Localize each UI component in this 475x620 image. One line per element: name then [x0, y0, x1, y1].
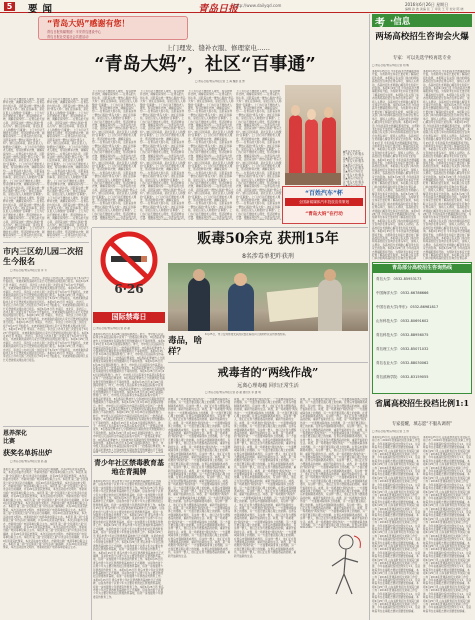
- kindergarten-byline: □ 青岛日报/青岛早报记者 李 芳: [10, 269, 47, 272]
- drug-question: 毒品，啥样？: [168, 336, 203, 357]
- kindergarten-headline: 市内三区幼儿园二次招生今报名: [3, 246, 83, 266]
- detox-subhead: 远离心理毒瘾 回归正常生活: [237, 383, 299, 389]
- drug-day-date: 6·26: [114, 282, 144, 296]
- divider: [3, 242, 89, 243]
- main-story-left-body-2: 上门为行动不便的老人理发，帮邻居修补衣物，调解家庭纠纷……在青岛的大街小巷，活跃着这样一群热心肠的“青岛大妈”。她们走街串巷，是社区里人人称赞的“百事通”。上门为行动不便的老人理发，帮邻居修补衣物，调解家庭纠纷……在青岛的大街小巷，活跃着这样一群热心肠的“青岛大妈”。她们走街串巷，是社区里人人称赞的“百事通”。上门为行动不便的老人理发，帮邻居修补衣物，调解家庭纠纷……在青岛的大街小巷，活跃着这样一群热心肠的“青岛大妈”。她们走街串巷，是社区里人人称赞的“百事通”。上门为行动不便的老人理发，帮邻居修补衣物，调解家庭纠纷……在青岛的大街小巷，活跃着这样一群热心肠的“青岛大妈”。她们走街串巷，是社区里人人称赞的“百事通”。上门为行动不便的老人理发，帮邻居修补衣物，调解家庭纠纷……在青岛的大街小巷，活跃着这样一群热心肠的“青岛大妈”。她们走街串巷，是社区里人人称赞的“百事通”。上门为行动不便的老人理发，帮邻居修补衣物，调解家庭纠纷……在青岛的大街小巷，活跃着这样一群热心肠的“青岛大妈”。她们走街串巷，是社区里人人称赞的“百事通”。上门为行动不便的老人理发，帮邻居修补衣物，调解家庭纠纷……在青岛的大街小巷，活跃着这样一群热心肠的“青岛大妈”。她们走街串巷，是社区里人人称赞的“百事通”。上门为行动不便的老人理发，帮邻居修补衣物，调解家庭纠纷……在青岛的大街小巷，活跃着这样一群热心肠的“青岛大妈”。她们走街串巷，是社区里人人称赞的“百事通”。上门为行动不便的老人理发，帮邻居修补衣物，调解家庭纠纷……在青岛的大街小巷，: [47, 98, 89, 238]
- hotline-row: 青岛科技大学：0532-88956075: [376, 333, 429, 337]
- ratio-body-2: 本报6月25日讯 山东省教育招生考试院日前公布了2016年普通高校招生录取工作安排，今年省属高校投档比例实行1:1，这意味着考生在填报志愿时需要更加慎重。本报6月25日讯 山东省教育招生考试院日前公布了2016年普通高校招生录取工作安排，今年省属高校投档比例实行1:1，这意味着考生在填报志愿时需要更加慎重。本报6月25日讯 山东省教育招生考试院日前公布了2016年普通高校招生录取工作安排，今年省属高校投档比例实行1:1，这意味着考生在填报志愿时需要更加慎重。本报6月25日讯 山东省教育招生考试院日前公布了2016年普通高校招生录取工作安排，今年省属高校投档比例实行1:1，这意味着考生在填报志愿时需要更加慎重。本报6月25日讯 山东省教育招生考试院日前公布了2016年普通高校招生录取工作安排，今年省属高校投档比例实行1:1，这意味着考生在填报志愿时需要更加慎重。本报6月25日讯 山东省教育招生考试院日前公布了2016年普通高校招生录取工作安排，今年省属高校投档比例实行1:1，这意味着考生在填报志愿时需要更加慎重。本报6月25日讯 山东省教育招生考试院日前公布了2016年普通高校招生录取工作安排，今年省属高校投档比例实行1:1，这意味着考生在填报志愿时需要更加慎重。本报6月25日讯 山东省教育招生考试院日前公布了2016年普通高校招生录取工作安排，今年省属高校投档比例实行1:1，这意味着考生在填报志愿时需要更加慎重。本报6月25日讯 山东省教育招生考试院日前公布了2016年普通高校招生录取工作安排，今年省属高校投档比例实行1:1，这意味着考生在填报志愿时需要更加慎重。本报6月25日讯 山东省教育招生考试院日前公布了2016年普通高校招生录取工作安排，今年省属高校投档比例实行1:1，这意味着考生在填报志愿时需要更加慎重。本报6月25日讯 山东省教育招生考试院日前公布了2016年普通高校招生录取工作安排，今年省属高校投档比例实行1:1，这意味着考生在填报志愿时需要更加慎重。本报6月25日讯 山东省教育招生考试院日前公布了2016年普通高校招生录取工作安排，今年省属高校投档比例实行1:1，这意味着考生在填报志愿时需要更加慎重。本报6月25日讯 山东省教育招生考试院日前公布了2016年普通高校招生录取工作安排，今年省属高校投档比例实行1:1，这意味着考生在填报志愿时需要更加慎重。: [423, 436, 472, 613]
- section-rule: [93, 455, 165, 456]
- detox-body-3: 戒毒，是一场艰难的“两线作战”：一方面要戒除身体上的毒瘾，另一方面还要克服心理上的依赖。在青岛市强制隔离戒毒所，有这样一群人，他们正在努力摆脱毒品的控制，重新开始新的生活。戒毒，是一场艰难的“两线作战”：一方面要戒除身体上的毒瘾，另一方面还要克服心理上的依赖。在青岛市强制隔离戒毒所，有这样一群人，他们正在努力摆脱毒品的控制，重新开始新的生活。戒毒，是一场艰难的“两线作战”：一方面要戒除身体上的毒瘾，另一方面还要克服心理上的依赖。在青岛市强制隔离戒毒所，有这样一群人，他们正在努力摆脱毒品的控制，重新开始新的生活。戒毒，是一场艰难的“两线作战”：一方面要戒除身体上的毒瘾，另一方面还要克服心理上的依赖。在青岛市强制隔离戒毒所，有这样一群人，他们正在努力摆脱毒品的控制，重新开始新的生活。戒毒，是一场艰难的“两线作战”：一方面要戒除身体上的毒瘾，另一方面还要克服心理上的依赖。在青岛市强制隔离戒毒所，有这样一群人，他们正在努力摆脱毒品的控制，重新开始新的生活。戒毒，是一场艰难的“两线作战”：一方面要戒除身体上的毒瘾，另一方面还要克服心理上的依赖。在青岛市强制隔离戒毒所，有这样一群人，他们正在努力摆脱毒品的控制，重新开始新的生活。戒毒，是一场艰难的“两线作战”：一方面要戒除身体上的毒瘾，另一方面还要克服心理上的依赖。在青岛市强制隔离戒毒所，有这样一群人，他们正在努力摆脱毒品的控制，重新开始新的生活。戒毒，是一场艰难的“两线作战”：一方面要戒除身体上的毒瘾，另一方面还要克服心理上的依赖。在青岛市强制隔离戒毒所，有这样一群人，他们正在努力摆脱毒品的控制，重新开始新的生活。戒毒，是一场艰难的“两线作战”：一方面要戒除身体上的毒瘾，另一方面还要克服心理上的依赖。在青岛市强制隔离戒毒所，有这样一群人，他们正在努力摆脱毒品的控制，重新开始新的生活。戒毒，是一场艰难的“两线作战”：一方面要戒除身体上的毒瘾，另一方面还要克服心理上的依赖。在青岛市强制隔离戒毒所，有这样一群人，他们正在努力摆脱毒品的控制，重新开始新的生活。戒毒，是一场艰难的“两线作战”：一方面要戒除身体上的毒瘾，另一方面还要克服心理上的依赖。在青岛市强制隔离戒毒所，有这样一群人，他们正在努力摆脱毒品的控制，重新开始新的生活。戒毒，是一场艰难的“两线作战”：一方面要戒除身体上的毒瘾，另一方面还要克服心理上的依赖。在青岛市强制: [300, 398, 368, 528]
- section-rule: [168, 362, 368, 363]
- hotline-box: [372, 262, 472, 394]
- main-body-col-4: 上门为行动不便的老人理发，帮邻居修补衣物，调解家庭纠纷……在青岛的大街小巷，活跃着这样一群热心肠的“青岛大妈”。她们走街串巷，是社区里人人称赞的“百事通”。上门为行动不便的老人理发，帮邻居修补衣物，调解家庭纠纷……在青岛的大街小巷，活跃着这样一群热心肠的“青岛大妈”。她们走街串巷，是社区里人人称赞的“百事通”。上门为行动不便的老人理发，帮邻居修补衣物，调解家庭纠纷……在青岛的大街小巷，活跃着这样一群热心肠的“青岛大妈”。她们走街串巷，是社区里人人称赞的“百事通”。上门为行动不便的老人理发，帮邻居修补衣物，调解家庭纠纷……在青岛的大街小巷，活跃着这样一群热心肠的“青岛大妈”。她们走街串巷，是社区里人人称赞的“百事通”。上门为行动不便的老人理发，帮邻居修补衣物，调解家庭纠纷……在青岛的大街小巷，活跃着这样一群热心肠的“青岛大妈”。她们走街串巷，是社区里人人称赞的“百事通”。上门为行动不便的老人理发，帮邻居修补衣物，调解家庭纠纷……在青岛的大街小巷，活跃着这样一群热心肠的“青岛大妈”。她们走街串巷，是社区里人人称赞的“百事通”。上门为行动不便的老人理发，帮邻居修补衣物，调解家庭纠纷……在青岛的大街小巷，活跃着这样一群热心肠的“青岛大妈”。她们走街串巷，是社区里人人称赞的“百事通”。上门为行动不便的老人理发，帮邻居修补衣物，调解家庭纠纷……在青岛的大街小巷，活跃着这样一群热心肠的“青岛大妈”。她们走街串巷，是社区里人人称赞的“百事通”。上门为行动不便的老人理发，帮邻居修补衣物，调解家庭纠纷……在青岛的大街: [236, 90, 282, 220]
- police-photo: [168, 263, 368, 331]
- newspaper-logo: 青岛日报: [198, 4, 238, 15]
- kao-char: 考: [375, 18, 385, 29]
- banner-title: “青岛大妈”感谢有您！: [47, 19, 130, 28]
- fair-body-1: 本报6月25日讯 今年的高考志愿填报即将开始，为帮助考生和家长更好地了解高校招生政策，本报联合有关部门举办的两场高校招生咨询会在青岛举行，现场人头攒动，各高校招生老师耐心解答考生和家长的咨询。本报6月25日讯 今年的高考志愿填报即将开始，为帮助考生和家长更好地了解高校招生政策，本报联合有关部门举办的两场高校招生咨询会在青岛举行，现场人头攒动，各高校招生老师耐心解答考生和家长的咨询。本报6月25日讯 今年的高考志愿填报即将开始，为帮助考生和家长更好地了解高校招生政策，本报联合有关部门举办的两场高校招生咨询会在青岛举行，现场人头攒动，各高校招生老师耐心解答考生和家长的咨询。本报6月25日讯 今年的高考志愿填报即将开始，为帮助考生和家长更好地了解高校招生政策，本报联合有关部门举办的两场高校招生咨询会在青岛举行，现场人头攒动，各高校招生老师耐心解答考生和家长的咨询。本报6月25日讯 今年的高考志愿填报即将开始，为帮助考生和家长更好地了解高校招生政策，本报联合有关部门举办的两场高校招生咨询会在青岛举行，现场人头攒动，各高校招生老师耐心解答考生和家长的咨询。本报6月25日讯 今年的高考志愿填报即将开始，为帮助考生和家长更好地了解高校招生政策，本报联合有关部门举办的两场高校招生咨询会在青岛举行，现场人头攒动，各高校招生老师耐心解答考生和家长的咨询。本报6月25日讯 今年的高考志愿填报即将开始，为帮助考生和家长更好地了解高校招生政策，本报联合有关部门举办的两场高校招生咨询会在青岛举行，现场人头攒动，各高校招生老师耐心解答考生和家长的咨询。本报6月25日讯 今年的高考志愿填报即将开始，为帮助考生和家长更好地了解高校招生政策，本报联合有关部门举办的两场高校招生咨询会在青岛举行，现场人头攒动，各高校招生老师耐心解答考生和家长的咨询。本报6月25日讯 今年的高考志愿填报即将开始，为帮助考生和家长更好地了解高校招生政策，本报联合有关部门举办的两场高校招生咨询会在青岛举行，现场人头攒动，各高校招生老师耐心解答考生和家长的咨询。本报6月25日讯 今年的高考志愿填报即将开始，为帮助考生和家长更好地了解高校招生政策，本报联合有关部门举办的两场高校招生咨询会在青岛举行，现场人头攒动，各高校招生老师耐心解答考生和家长的咨询。本报6月25日讯 今年的高考志愿填报即将开始，为帮助考生和家长更好地了解高校招生政策，本报联合有关部门举办的两场高校招生咨询会在青岛举: [372, 70, 421, 260]
- volunteers-photo: [285, 85, 341, 185]
- edition-credits: 编辑 孙 波 美编 张 丁 审读 王 芳 校对 陈 晓: [405, 7, 464, 11]
- detox-body-1: 戒毒，是一场艰难的“两线作战”：一方面要戒除身体上的毒瘾，另一方面还要克服心理上的依赖。在青岛市强制隔离戒毒所，有这样一群人，他们正在努力摆脱毒品的控制，重新开始新的生活。戒毒，是一场艰难的“两线作战”：一方面要戒除身体上的毒瘾，另一方面还要克服心理上的依赖。在青岛市强制隔离戒毒所，有这样一群人，他们正在努力摆脱毒品的控制，重新开始新的生活。戒毒，是一场艰难的“两线作战”：一方面要戒除身体上的毒瘾，另一方面还要克服心理上的依赖。在青岛市强制隔离戒毒所，有这样一群人，他们正在努力摆脱毒品的控制，重新开始新的生活。戒毒，是一场艰难的“两线作战”：一方面要戒除身体上的毒瘾，另一方面还要克服心理上的依赖。在青岛市强制隔离戒毒所，有这样一群人，他们正在努力摆脱毒品的控制，重新开始新的生活。戒毒，是一场艰难的“两线作战”：一方面要戒除身体上的毒瘾，另一方面还要克服心理上的依赖。在青岛市强制隔离戒毒所，有这样一群人，他们正在努力摆脱毒品的控制，重新开始新的生活。戒毒，是一场艰难的“两线作战”：一方面要戒除身体上的毒瘾，另一方面还要克服心理上的依赖。在青岛市强制隔离戒毒所，有这样一群人，他们正在努力摆脱毒品的控制，重新开始新的生活。戒毒，是一场艰难的“两线作战”：一方面要戒除身体上的毒瘾，另一方面还要克服心理上的依赖。在青岛市强制隔离戒毒所，有这样一群人，他们正在努力摆脱毒品的控制，重新开始新的生活。戒毒，是一场艰难的“两线作战”：一方面要戒除身体上的毒瘾，另一方面还要克服心理上的依赖。在青岛市强制隔离戒毒所，有这样一群人，他们正在努力摆脱毒品的控制，重新开始新的生活。戒毒，是一场艰难的“两线作战”：一方面要戒除身体上的毒瘾，另一方面还要克服心理上的依赖。在青岛市强制隔离戒毒所，有这样一群人，他们正在努力摆脱毒品的控制，重新开始新的生活。戒毒，是一场艰难的“两线作战”：一方面要戒除身体上的毒瘾，另一方面还要克服心理上的依赖。在青岛市强制隔离戒毒所，有这样一群人，他们正在努力摆脱毒品的控制，重新开始新的生活。戒毒，是一场艰难的“两线作战”：一方面要戒除身体上的毒瘾，另一方面还要克服心理上的依赖。在青岛市强制隔离戒毒所，有这样一群人，他们正在努力摆脱毒品的控制，重新开始新的生活。戒毒，是一场艰难的“两线作战”：一方面要戒除身体上的毒瘾，另一方面还要克服心理上的依赖。在青岛市强制隔离戒毒所，有这样一群人，他们正在努力摆脱毒品的控制，重新开始新的生活。戒毒，是一场艰难的“两线作战”：一方面要戒除身体上的毒瘾，另一方面还要克服心理上的依赖。在青岛市强制隔离戒毒所，有这样一群人，他们正在努力摆脱毒品的控制，重新开始新的生活。: [168, 398, 232, 558]
- detox-illustration: [318, 528, 368, 598]
- police-caption: 6月25日，市公安局禁毒支队的民警在海泊河公园向市民宣传禁毒知识。: [205, 333, 288, 336]
- ratio-body-1: 本报6月25日讯 山东省教育招生考试院日前公布了2016年普通高校招生录取工作安排，今年省属高校投档比例实行1:1，这意味着考生在填报志愿时需要更加慎重。本报6月25日讯 山东省教育招生考试院日前公布了2016年普通高校招生录取工作安排，今年省属高校投档比例实行1:1，这意味着考生在填报志愿时需要更加慎重。本报6月25日讯 山东省教育招生考试院日前公布了2016年普通高校招生录取工作安排，今年省属高校投档比例实行1:1，这意味着考生在填报志愿时需要更加慎重。本报6月25日讯 山东省教育招生考试院日前公布了2016年普通高校招生录取工作安排，今年省属高校投档比例实行1:1，这意味着考生在填报志愿时需要更加慎重。本报6月25日讯 山东省教育招生考试院日前公布了2016年普通高校招生录取工作安排，今年省属高校投档比例实行1:1，这意味着考生在填报志愿时需要更加慎重。本报6月25日讯 山东省教育招生考试院日前公布了2016年普通高校招生录取工作安排，今年省属高校投档比例实行1:1，这意味着考生在填报志愿时需要更加慎重。本报6月25日讯 山东省教育招生考试院日前公布了2016年普通高校招生录取工作安排，今年省属高校投档比例实行1:1，这意味着考生在填报志愿时需要更加慎重。本报6月25日讯 山东省教育招生考试院日前公布了2016年普通高校招生录取工作安排，今年省属高校投档比例实行1:1，这意味着考生在填报志愿时需要更加慎重。本报6月25日讯 山东省教育招生考试院日前公布了2016年普通高校招生录取工作安排，今年省属高校投档比例实行1:1，这意味着考生在填报志愿时需要更加慎重。本报6月25日讯 山东省教育招生考试院日前公布了2016年普通高校招生录取工作安排，今年省属高校投档比例实行1:1，这意味着考生在填报志愿时需要更加慎重。本报6月25日讯 山东省教育招生考试院日前公布了2016年普通高校招生录取工作安排，今年省属高校投档比例实行1:1，这意味着考生在填报志愿时需要更加慎重。本报6月25日讯 山东省教育招生考试院日前公布了2016年普通高校招生录取工作安排，今年省属高校投档比例实行1:1，这意味着考生在填报志愿时需要更加慎重。本报6月25日讯 山东省教育招生考试院日前公布了2016年普通高校招生录取工作安排，今年省属高校投档比例实行1:1，这意味着考生在填报志愿时需要更加慎重。: [372, 436, 421, 613]
- main-story-left-body: 上门为行动不便的老人理发，帮邻居修补衣物，调解家庭纠纷……在青岛的大街小巷，活跃着这样一群热心肠的“青岛大妈”。她们走街串巷，是社区里人人称赞的“百事通”。上门为行动不便的老人理发，帮邻居修补衣物，调解家庭纠纷……在青岛的大街小巷，活跃着这样一群热心肠的“青岛大妈”。她们走街串巷，是社区里人人称赞的“百事通”。上门为行动不便的老人理发，帮邻居修补衣物，调解家庭纠纷……在青岛的大街小巷，活跃着这样一群热心肠的“青岛大妈”。她们走街串巷，是社区里人人称赞的“百事通”。上门为行动不便的老人理发，帮邻居修补衣物，调解家庭纠纷……在青岛的大街小巷，活跃着这样一群热心肠的“青岛大妈”。她们走街串巷，是社区里人人称赞的“百事通”。上门为行动不便的老人理发，帮邻居修补衣物，调解家庭纠纷……在青岛的大街小巷，活跃着这样一群热心肠的“青岛大妈”。她们走街串巷，是社区里人人称赞的“百事通”。上门为行动不便的老人理发，帮邻居修补衣物，调解家庭纠纷……在青岛的大街小巷，活跃着这样一群热心肠的“青岛大妈”。她们走街串巷，是社区里人人称赞的“百事通”。上门为行动不便的老人理发，帮邻居修补衣物，调解家庭纠纷……在青岛的大街小巷，活跃着这样一群热心肠的“青岛大妈”。她们走街串巷，是社区里人人称赞的“百事通”。上门为行动不便的老人理发，帮邻居修补衣物，调解家庭纠纷……在青岛的大街小巷，活跃着这样一群热心肠的“青岛大妈”。她们走街串巷，是社区里人人称赞的“百事通”。上门为行动不便的老人理发，帮邻居修补衣物，调解家庭纠纷……在青岛的大街小巷，: [3, 98, 45, 238]
- drug-byline: □ 青岛日报/青岛早报记者 孙 超: [93, 327, 130, 330]
- photo-caption: ▲青岛大妈在社区“青岛大妈”服务站▲青岛大妈在社区“青岛大妈”服务站▲青岛大妈在社区“青岛大妈”服务站▲青岛大妈在社区“青岛大妈”服务站▲青岛大妈在社区“青岛大妈”服务: [343, 150, 364, 184]
- drug-day-label: 国际禁毒日: [93, 312, 165, 323]
- promo-title: “百姓汽车”杯: [305, 190, 343, 197]
- main-byline: □ 青岛日报/青岛早报记者 王 海 摄影 张 勇: [195, 80, 245, 83]
- main-body-col-2: 上门为行动不便的老人理发，帮邻居修补衣物，调解家庭纠纷……在青岛的大街小巷，活跃着这样一群热心肠的“青岛大妈”。她们走街串巷，是社区里人人称赞的“百事通”。上门为行动不便的老人理发，帮邻居修补衣物，调解家庭纠纷……在青岛的大街小巷，活跃着这样一群热心肠的“青岛大妈”。她们走街串巷，是社区里人人称赞的“百事通”。上门为行动不便的老人理发，帮邻居修补衣物，调解家庭纠纷……在青岛的大街小巷，活跃着这样一群热心肠的“青岛大妈”。她们走街串巷，是社区里人人称赞的“百事通”。上门为行动不便的老人理发，帮邻居修补衣物，调解家庭纠纷……在青岛的大街小巷，活跃着这样一群热心肠的“青岛大妈”。她们走街串巷，是社区里人人称赞的“百事通”。上门为行动不便的老人理发，帮邻居修补衣物，调解家庭纠纷……在青岛的大街小巷，活跃着这样一群热心肠的“青岛大妈”。她们走街串巷，是社区里人人称赞的“百事通”。上门为行动不便的老人理发，帮邻居修补衣物，调解家庭纠纷……在青岛的大街小巷，活跃着这样一群热心肠的“青岛大妈”。她们走街串巷，是社区里人人称赞的“百事通”。上门为行动不便的老人理发，帮邻居修补衣物，调解家庭纠纷……在青岛的大街小巷，活跃着这样一群热心肠的“青岛大妈”。她们走街串巷，是社区里人人称赞的“百事通”。上门为行动不便的老人理发，帮邻居修补衣物，调解家庭纠纷……在青岛的大街小巷，活跃着这样一群热心肠的“青岛大妈”。她们走街串巷，是社区里人人称赞的“百事通”。上门为行动不便的老人理发，帮邻居修补衣物，调解家庭纠纷……在青岛的大街: [140, 90, 186, 220]
- main-body-col-3: 上门为行动不便的老人理发，帮邻居修补衣物，调解家庭纠纷……在青岛的大街小巷，活跃着这样一群热心肠的“青岛大妈”。她们走街串巷，是社区里人人称赞的“百事通”。上门为行动不便的老人理发，帮邻居修补衣物，调解家庭纠纷……在青岛的大街小巷，活跃着这样一群热心肠的“青岛大妈”。她们走街串巷，是社区里人人称赞的“百事通”。上门为行动不便的老人理发，帮邻居修补衣物，调解家庭纠纷……在青岛的大街小巷，活跃着这样一群热心肠的“青岛大妈”。她们走街串巷，是社区里人人称赞的“百事通”。上门为行动不便的老人理发，帮邻居修补衣物，调解家庭纠纷……在青岛的大街小巷，活跃着这样一群热心肠的“青岛大妈”。她们走街串巷，是社区里人人称赞的“百事通”。上门为行动不便的老人理发，帮邻居修补衣物，调解家庭纠纷……在青岛的大街小巷，活跃着这样一群热心肠的“青岛大妈”。她们走街串巷，是社区里人人称赞的“百事通”。上门为行动不便的老人理发，帮邻居修补衣物，调解家庭纠纷……在青岛的大街小巷，活跃着这样一群热心肠的“青岛大妈”。她们走街串巷，是社区里人人称赞的“百事通”。上门为行动不便的老人理发，帮邻居修补衣物，调解家庭纠纷……在青岛的大街小巷，活跃着这样一群热心肠的“青岛大妈”。她们走街串巷，是社区里人人称赞的“百事通”。上门为行动不便的老人理发，帮邻居修补衣物，调解家庭纠纷……在青岛的大街小巷，活跃着这样一群热心肠的“青岛大妈”。她们走街串巷，是社区里人人称赞的“百事通”。上门为行动不便的老人理发，帮邻居修补衣物，调解家庭纠纷……在青岛的大街: [188, 90, 234, 220]
- fair-byline: □ 青岛日报/青岛早报记者 刘 畅: [372, 64, 409, 67]
- promo-box: [282, 186, 366, 224]
- hotline-row: 山东科技大学：0532-80691602: [376, 319, 429, 323]
- no-drugs-logo: [93, 230, 165, 314]
- hotline-title: 青岛部分高校招生咨询热线: [373, 264, 471, 273]
- figure-sketch-icon: [318, 528, 368, 598]
- ratio-byline: □ 青岛日报/青岛早报记者 王 伟: [372, 430, 409, 433]
- main-kicker: 上门理发、缝补衣服、修理家电……: [166, 44, 270, 52]
- main-headline: “青岛大妈”，社区“百事通”: [94, 54, 316, 75]
- detox-headline: 戒毒者的“两线作战”: [217, 366, 319, 379]
- page-number: 5: [4, 2, 15, 11]
- ratio-subhead: 专家提醒，填志愿“不服从调剂”: [391, 422, 453, 427]
- issue-date: 2016年6月26日 星期日: [405, 2, 449, 7]
- reading-headline: 恩养深化 比赛: [3, 430, 28, 445]
- page-header: [0, 0, 475, 13]
- section-rule: [92, 227, 368, 228]
- detox-byline: □ 青岛日报/青岛早报记者 孙 超 通讯员 李 建 明: [205, 391, 261, 394]
- fair-headline: 两场高校招生咨询会火爆: [375, 32, 469, 42]
- fair-body-2: 本报6月25日讯 今年的高考志愿填报即将开始，为帮助考生和家长更好地了解高校招生政策，本报联合有关部门举办的两场高校招生咨询会在青岛举行，现场人头攒动，各高校招生老师耐心解答考生和家长的咨询。本报6月25日讯 今年的高考志愿填报即将开始，为帮助考生和家长更好地了解高校招生政策，本报联合有关部门举办的两场高校招生咨询会在青岛举行，现场人头攒动，各高校招生老师耐心解答考生和家长的咨询。本报6月25日讯 今年的高考志愿填报即将开始，为帮助考生和家长更好地了解高校招生政策，本报联合有关部门举办的两场高校招生咨询会在青岛举行，现场人头攒动，各高校招生老师耐心解答考生和家长的咨询。本报6月25日讯 今年的高考志愿填报即将开始，为帮助考生和家长更好地了解高校招生政策，本报联合有关部门举办的两场高校招生咨询会在青岛举行，现场人头攒动，各高校招生老师耐心解答考生和家长的咨询。本报6月25日讯 今年的高考志愿填报即将开始，为帮助考生和家长更好地了解高校招生政策，本报联合有关部门举办的两场高校招生咨询会在青岛举行，现场人头攒动，各高校招生老师耐心解答考生和家长的咨询。本报6月25日讯 今年的高考志愿填报即将开始，为帮助考生和家长更好地了解高校招生政策，本报联合有关部门举办的两场高校招生咨询会在青岛举行，现场人头攒动，各高校招生老师耐心解答考生和家长的咨询。本报6月25日讯 今年的高考志愿填报即将开始，为帮助考生和家长更好地了解高校招生政策，本报联合有关部门举办的两场高校招生咨询会在青岛举行，现场人头攒动，各高校招生老师耐心解答考生和家长的咨询。本报6月25日讯 今年的高考志愿填报即将开始，为帮助考生和家长更好地了解高校招生政策，本报联合有关部门举办的两场高校招生咨询会在青岛举行，现场人头攒动，各高校招生老师耐心解答考生和家长的咨询。本报6月25日讯 今年的高考志愿填报即将开始，为帮助考生和家长更好地了解高校招生政策，本报联合有关部门举办的两场高校招生咨询会在青岛举行，现场人头攒动，各高校招生老师耐心解答考生和家长的咨询。本报6月25日讯 今年的高考志愿填报即将开始，为帮助考生和家长更好地了解高校招生政策，本报联合有关部门举办的两场高校招生咨询会在青岛举行，现场人头攒动，各高校招生老师耐心解答考生和家长的咨询。本报6月25日讯 今年的高考志愿填报即将开始，为帮助考生和家长更好地了解高校招生政策，本报联合有关部门举办的两场高校招生咨询会在青岛举: [423, 70, 472, 260]
- thanks-banner: [38, 16, 188, 40]
- hotline-row: 青岛理工大学：0532-85071032: [376, 347, 429, 351]
- hotline-row: 中国海洋大学：0532-66786666: [376, 291, 429, 295]
- column-rule: [91, 228, 92, 620]
- hotline-row: 青岛大学：0532-85953173: [376, 277, 422, 281]
- site-url: http://www.dailyqd.com: [234, 3, 282, 8]
- banner-subtitle-2: 青岛日报社党委社会共建活动: [47, 35, 89, 39]
- hotline-row: 青岛农业大学：0532-88030062: [376, 361, 429, 365]
- detox-body-2: 戒毒，是一场艰难的“两线作战”：一方面要戒除身体上的毒瘾，另一方面还要克服心理上的依赖。在青岛市强制隔离戒毒所，有这样一群人，他们正在努力摆脱毒品的控制，重新开始新的生活。戒毒，是一场艰难的“两线作战”：一方面要戒除身体上的毒瘾，另一方面还要克服心理上的依赖。在青岛市强制隔离戒毒所，有这样一群人，他们正在努力摆脱毒品的控制，重新开始新的生活。戒毒，是一场艰难的“两线作战”：一方面要戒除身体上的毒瘾，另一方面还要克服心理上的依赖。在青岛市强制隔离戒毒所，有这样一群人，他们正在努力摆脱毒品的控制，重新开始新的生活。戒毒，是一场艰难的“两线作战”：一方面要戒除身体上的毒瘾，另一方面还要克服心理上的依赖。在青岛市强制隔离戒毒所，有这样一群人，他们正在努力摆脱毒品的控制，重新开始新的生活。戒毒，是一场艰难的“两线作战”：一方面要戒除身体上的毒瘾，另一方面还要克服心理上的依赖。在青岛市强制隔离戒毒所，有这样一群人，他们正在努力摆脱毒品的控制，重新开始新的生活。戒毒，是一场艰难的“两线作战”：一方面要戒除身体上的毒瘾，另一方面还要克服心理上的依赖。在青岛市强制隔离戒毒所，有这样一群人，他们正在努力摆脱毒品的控制，重新开始新的生活。戒毒，是一场艰难的“两线作战”：一方面要戒除身体上的毒瘾，另一方面还要克服心理上的依赖。在青岛市强制隔离戒毒所，有这样一群人，他们正在努力摆脱毒品的控制，重新开始新的生活。戒毒，是一场艰难的“两线作战”：一方面要戒除身体上的毒瘾，另一方面还要克服心理上的依赖。在青岛市强制隔离戒毒所，有这样一群人，他们正在努力摆脱毒品的控制，重新开始新的生活。戒毒，是一场艰难的“两线作战”：一方面要戒除身体上的毒瘾，另一方面还要克服心理上的依赖。在青岛市强制隔离戒毒所，有这样一群人，他们正在努力摆脱毒品的控制，重新开始新的生活。戒毒，是一场艰难的“两线作战”：一方面要戒除身体上的毒瘾，另一方面还要克服心理上的依赖。在青岛市强制隔离戒毒所，有这样一群人，他们正在努力摆脱毒品的控制，重新开始新的生活。戒毒，是一场艰难的“两线作战”：一方面要戒除身体上的毒瘾，另一方面还要克服心理上的依赖。在青岛市强制隔离戒毒所，有这样一群人，他们正在努力摆脱毒品的控制，重新开始新的生活。戒毒，是一场艰难的“两线作战”：一方面要戒除身体上的毒瘾，另一方面还要克服心理上的依赖。在青岛市强制隔离戒毒所，有这样一群人，他们正在努力摆脱毒品的控制，重新开始新的生活。戒毒，是一场艰难的“两线作战”：一方面要戒除身体上的毒瘾，另一方面还要克服心理上的依赖。在青岛市强制隔离戒毒所，有这样一群人，他们正在努力摆脱毒品的控制，重新开始新的生活。: [234, 398, 298, 558]
- reading-body: 本报讯 第二届“全民阅读之星”评选活动日前揭晓，共有20名读者获此殊荣，本次活动由市文明办、市新闻出版广电局等单位联合主办。本报讯 第二届“全民阅读之星”评选活动日前揭晓，共有20名读者获此殊荣，本次活动由市文明办、市新闻出版广电局等单位联合主办。本报讯 第二届“全民阅读之星”评选活动日前揭晓，共有20名读者获此殊荣，本次活动由市文明办、市新闻出版广电局等单位联合主办。本报讯 第二届“全民阅读之星”评选活动日前揭晓，共有20名读者获此殊荣，本次活动由市文明办、市新闻出版广电局等单位联合主办。本报讯 第二届“全民阅读之星”评选活动日前揭晓，共有20名读者获此殊荣，本次活动由市文明办、市新闻出版广电局等单位联合主办。本报讯 第二届“全民阅读之星”评选活动日前揭晓，共有20名读者获此殊荣，本次活动由市文明办、市新闻出版广电局等单位联合主办。本报讯 第二届“全民阅读之星”评选活动日前揭晓，共有20名读者获此殊荣，本次活动由市文明办、市新闻出版广电局等单位联合主办。本报讯 第二届“全民阅读之星”评选活动日前揭晓，共有20名读者获此殊荣，本次活动由市文明办、市新闻出版广电局等单位联合主办。本报讯 第二届“全民阅读之星”评选活动日前揭晓，共有20名读者获此殊荣，本次活动由市文明办、市新闻出版广电局等单位联合主办。本报讯 第二届“全民阅读之星”评选活动日前揭晓，共有20名读者获此殊荣，本次活动由市文明办、市新闻出版广电局等单位联合主办。本报讯 第二届“全民阅读之星”评选活动日前揭晓，共有20名读者获此殊荣，本次活动由市文明办、市新闻出版广电局等单位联合主办。本报讯 第二届“全民阅读之星”评选活动日前揭晓，共有20名读者获此殊荣，本次活动由市文明办、市新闻出版广电局等单位联合主办。本报讯 第二届“全民阅读之星”评选活动日前揭晓，共有20名读者获此殊荣，本次活动由市文明办、市新闻出版广电局等单位联合主办。: [3, 468, 89, 550]
- section-name: 要闻: [28, 4, 58, 15]
- promo-sub: 全国新闻媒体汽车投放宣传策划: [285, 198, 363, 206]
- youth-body: 本报6月25日讯 青岛市青少年社区禁毒教育基地昨日正式揭牌，这是我市首个以青少年为主要对象的社区禁毒教育基地，将进一步加强青少年禁毒宣传教育工作。本报6月25日讯 青岛市青少年社区禁毒教育基地昨日正式揭牌，这是我市首个以青少年为主要对象的社区禁毒教育基地，将进一步加强青少年禁毒宣传教育工作。本报6月25日讯 青岛市青少年社区禁毒教育基地昨日正式揭牌，这是我市首个以青少年为主要对象的社区禁毒教育基地，将进一步加强青少年禁毒宣传教育工作。本报6月25日讯 青岛市青少年社区禁毒教育基地昨日正式揭牌，这是我市首个以青少年为主要对象的社区禁毒教育基地，将进一步加强青少年禁毒宣传教育工作。本报6月25日讯 青岛市青少年社区禁毒教育基地昨日正式揭牌，这是我市首个以青少年为主要对象的社区禁毒教育基地，将进一步加强青少年禁毒宣传教育工作。本报6月25日讯 青岛市青少年社区禁毒教育基地昨日正式揭牌，这是我市首个以青少年为主要对象的社区禁毒教育基地，将进一步加强青少年禁毒宣传教育工作。本报6月25日讯 青岛市青少年社区禁毒教育基地昨日正式揭牌，这是我市首个以青少年为主要对象的社区禁毒教育基地，将进一步加强青少年禁毒宣传教育工作。本报6月25日讯 青岛市青少年社区禁毒教育基地昨日正式揭牌，这是我市首个以青少年为主要对象的社区禁毒教育基地，将进一步加强青少年禁毒宣传教育工作。本报6月25日讯 青岛市青少年社区禁毒教育基地昨日正式揭牌，这是我市首个以青少年为主要对象的社区禁毒教育基地，将进一步加强青少年禁毒宣传教育工作。本报6月25日讯 青岛市青少年社区禁毒教育基地昨日正式揭牌，这是我市首个以青少年为主要对象的社区禁毒教育基地，将进一步加强青少年禁毒宣传教育工作。本报6月25日讯 青岛市青少年社区禁毒教育基地昨日正式揭牌，这是我市首个以青少年为主要对象的社区禁毒教育基地，将进一步加强青少年禁毒宣传教育工作。本报6月25日讯 青岛市青少年社区禁毒教育基地昨日正式揭牌，这是我市首个以青少年为主要对象的社区禁毒教育基地，将进一步加强青少年禁毒宣传教育工作。本报6月25日讯 青岛市青少年社区禁毒教育基地昨日正式揭牌，这是我市首个以青少年为主要对象的社区禁毒教育基地，将进一步加强青少年禁毒宣传教育工作。: [93, 480, 165, 599]
- reading-subhead: 获奖名单拆出炉: [3, 448, 52, 457]
- youth-headline: 青少年社区禁毒教育基地在青揭牌: [94, 458, 164, 476]
- kao-label: ·信息: [390, 17, 411, 27]
- divider: [3, 426, 89, 427]
- hotline-row: 中国石油大学(华东)：0532-86981817: [376, 305, 439, 309]
- ratio-headline: 省属高校招生投档比例1:1: [374, 398, 470, 408]
- promo-sub-2: “青岛大妈”在行动: [305, 212, 343, 217]
- column-rule: [369, 14, 370, 620]
- drug-body: 本报6月25日讯 6月26日是国际禁毒日。昨天，市中级人民法院和全市基层法院集中宣判了一批毒品犯罪案件，8名毒品犯罪被告人分别被判处有期徒刑至死刑缓期执行不等的刑罚。本报6月25日讯 6月26日是国际禁毒日。昨天，市中级人民法院和全市基层法院集中宣判了一批毒品犯罪案件，8名毒品犯罪被告人分别被判处有期徒刑至死刑缓期执行不等的刑罚。本报6月25日讯 6月26日是国际禁毒日。昨天，市中级人民法院和全市基层法院集中宣判了一批毒品犯罪案件，8名毒品犯罪被告人分别被判处有期徒刑至死刑缓期执行不等的刑罚。本报6月25日讯 6月26日是国际禁毒日。昨天，市中级人民法院和全市基层法院集中宣判了一批毒品犯罪案件，8名毒品犯罪被告人分别被判处有期徒刑至死刑缓期执行不等的刑罚。本报6月25日讯 6月26日是国际禁毒日。昨天，市中级人民法院和全市基层法院集中宣判了一批毒品犯罪案件，8名毒品犯罪被告人分别被判处有期徒刑至死刑缓期执行不等的刑罚。本报6月25日讯 6月26日是国际禁毒日。昨天，市中级人民法院和全市基层法院集中宣判了一批毒品犯罪案件，8名毒品犯罪被告人分别被判处有期徒刑至死刑缓期执行不等的刑罚。本报6月25日讯 6月26日是国际禁毒日。昨天，市中级人民法院和全市基层法院集中宣判了一批毒品犯罪案件，8名毒品犯罪被告人分别被判处有期徒刑至死刑缓期执行不等的刑罚。本报6月25日讯 6月26日是国际禁毒日。昨天，市中级人民法院和全市基层法院集中宣判了一批毒品犯罪案件，8名毒品犯罪被告人分别被判处有期徒刑至死刑缓期执行不等的刑罚。本报6月25日讯 6月26日是国际禁毒日。昨天，市中级人民法院和全市基层法院集中宣判了一批毒品犯罪案件，8名毒品犯罪被告人分别被判处有期徒刑至死刑缓期执行不等的刑罚。本报6月25日讯 6月26日是国际禁毒日。昨天，市中级人民法院和全市基层法院集中宣判了一批毒品犯罪案件，8名毒品犯罪被告人分别被判处有期徒刑至死刑缓期执行不等的刑罚。本报6月25日讯 6月26日是国际禁毒日。昨天，市中级人民法院和全市基层法院集中宣判了一批毒品犯罪案件，8名毒品犯罪被告人分别被判处有期徒刑至死刑缓期执行不等的刑罚。本报6月25日讯 6月26日是国际禁毒日。昨天，市中级人民法院和全市基层法院集中宣判了一批毒品犯罪案件，8名毒品犯罪被告人分别被判处有期徒刑至死刑缓期执行不等的: [93, 333, 165, 452]
- kindergarten-body: 本报6月25日讯 市南区、市北区、李沧区公办幼儿园二次招生将于6月27日开始报名，未被录取的适龄幼儿家长可登录相关网站进行报名。本报6月25日讯 市南区、市北区、李沧区公办幼儿园二次招生将于6月27日开始报名，未被录取的适龄幼儿家长可登录相关网站进行报名。本报6月25日讯 市南区、市北区、李沧区公办幼儿园二次招生将于6月27日开始报名，未被录取的适龄幼儿家长可登录相关网站进行报名。本报6月25日讯 市南区、市北区、李沧区公办幼儿园二次招生将于6月27日开始报名，未被录取的适龄幼儿家长可登录相关网站进行报名。本报6月25日讯 市南区、市北区、李沧区公办幼儿园二次招生将于6月27日开始报名，未被录取的适龄幼儿家长可登录相关网站进行报名。本报6月25日讯 市南区、市北区、李沧区公办幼儿园二次招生将于6月27日开始报名，未被录取的适龄幼儿家长可登录相关网站进行报名。本报6月25日讯 市南区、市北区、李沧区公办幼儿园二次招生将于6月27日开始报名，未被录取的适龄幼儿家长可登录相关网站进行报名。本报6月25日讯 市南区、市北区、李沧区公办幼儿园二次招生将于6月27日开始报名，未被录取的适龄幼儿家长可登录相关网站进行报名。本报6月25日讯 市南区、市北区、李沧区公办幼儿园二次招生将于6月27日开始报名，未被录取的适龄幼儿家长可登录相关网站进行报名。本报6月25日讯 市南区、市北区、李沧区公办幼儿园二次招生将于6月27日开始报名，未被录取的适龄幼儿家长可登录相关网站进行报名。本报6月25日讯 市南区、市北区、李沧区公办幼儿园二次招生将于6月27日开始报名，未被录取的适龄幼儿家长可登录相关网站进行报名。本报6月25日讯 市南区、市北区、李沧区公办幼儿园二次招生将于6月27日开始报名，未被录取的适龄幼儿家长可登录相关网站进行报名。本报6月25日讯 市南区、市北区、李沧区公办幼儿园二次招生将于6月27日开始报名，未被录取的适龄幼儿家长可登录相关网站进行报名。: [3, 277, 89, 362]
- drug-headline: 贩毒50余克 获刑15年: [197, 231, 339, 247]
- main-body-col-1: 上门为行动不便的老人理发，帮邻居修补衣物，调解家庭纠纷……在青岛的大街小巷，活跃着这样一群热心肠的“青岛大妈”。她们走街串巷，是社区里人人称赞的“百事通”。上门为行动不便的老人理发，帮邻居修补衣物，调解家庭纠纷……在青岛的大街小巷，活跃着这样一群热心肠的“青岛大妈”。她们走街串巷，是社区里人人称赞的“百事通”。上门为行动不便的老人理发，帮邻居修补衣物，调解家庭纠纷……在青岛的大街小巷，活跃着这样一群热心肠的“青岛大妈”。她们走街串巷，是社区里人人称赞的“百事通”。上门为行动不便的老人理发，帮邻居修补衣物，调解家庭纠纷……在青岛的大街小巷，活跃着这样一群热心肠的“青岛大妈”。她们走街串巷，是社区里人人称赞的“百事通”。上门为行动不便的老人理发，帮邻居修补衣物，调解家庭纠纷……在青岛的大街小巷，活跃着这样一群热心肠的“青岛大妈”。她们走街串巷，是社区里人人称赞的“百事通”。上门为行动不便的老人理发，帮邻居修补衣物，调解家庭纠纷……在青岛的大街小巷，活跃着这样一群热心肠的“青岛大妈”。她们走街串巷，是社区里人人称赞的“百事通”。上门为行动不便的老人理发，帮邻居修补衣物，调解家庭纠纷……在青岛的大街小巷，活跃着这样一群热心肠的“青岛大妈”。她们走街串巷，是社区里人人称赞的“百事通”。上门为行动不便的老人理发，帮邻居修补衣物，调解家庭纠纷……在青岛的大街小巷，活跃着这样一群热心肠的“青岛大妈”。她们走街串巷，是社区里人人称赞的“百事通”。上门为行动不便的老人理发，帮邻居修补衣物，调解家庭纠纷……在青岛的大街: [92, 90, 138, 220]
- hotline-row: 青岛滨海学院：0532-83159055: [376, 375, 429, 379]
- banner-subtitle: 青岛日报传媒集团 · 平安青岛建设中心: [47, 30, 102, 34]
- fair-subhead: 专家：可以先选学校再选专业: [392, 56, 452, 61]
- reading-byline: □ 青岛日报/青岛早报记者 赵 磊: [10, 460, 47, 463]
- drug-subhead: 8名涉毒单犯昨获刑: [242, 253, 294, 260]
- kao-tag: [372, 14, 472, 27]
